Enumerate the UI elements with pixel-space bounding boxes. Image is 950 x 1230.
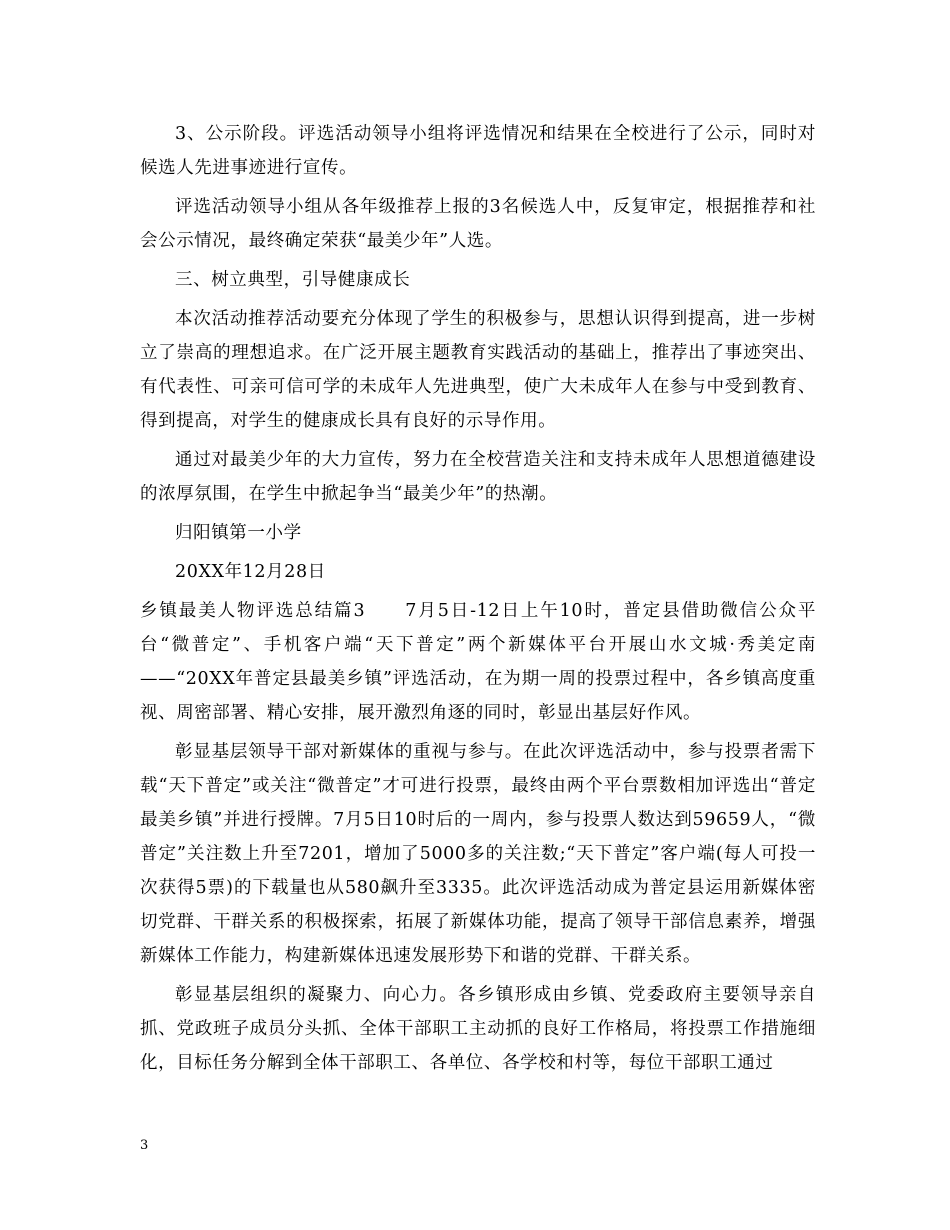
signature-school: 归阳镇第一小学 [175, 523, 302, 543]
paragraph-publicity-atmosphere: 通过对最美少年的大力宣传，努力在全校营造关注和支持未成年人思想道德建设的浓厚氛围，在学生中掀起争当“最美少年”的热潮。 [140, 450, 816, 504]
signature-date: 20XX年12月28日 [175, 562, 326, 582]
paragraph-article-3-intro: 乡镇最美人物评选总结篇3 7月5日-12日上午10时，普定县借助微信公众平台“微普定”、手机客户端“天下普定”两个新媒体平台开展山水文城·秀美定南——“20XX年普定县最美乡镇”评选活动，在为期一周的投票过程中，各乡镇高度重视、周密部署、精心安排，展开激烈角逐的同时，彰显出基层好作风。 [140, 601, 816, 723]
paragraph-candidate-review: 评选活动领导小组从各年级推荐上报的3名候选人中，反复审定，根据推荐和社会公示情况，最终确定荣获“最美少年”人选。 [140, 197, 816, 251]
page-number: 3 [140, 1138, 149, 1153]
paragraph-activity-effect: 本次活动推荐活动要充分体现了学生的积极参与，思想认识得到提高，进一步树立了崇高的理想追求。在广泛开展主题教育实践活动的基础上，推荐出了事迹突出、有代表性、可亲可信可学的未成年人先进典型，使广大未成年人在参与中受到教育、得到提高，对学生的健康成长具有良好的示导作用。 [140, 309, 816, 431]
paragraph-new-media-participation: 彰显基层领导干部对新媒体的重视与参与。在此次评选活动中，参与投票者需下载“天下普定”或关注“微普定”才可进行投票，最终由两个平台票数相加评选出“普定最美乡镇”并进行授牌。7月5日10时后的一周内，参与投票人数达到59659人，“微普定”关注数上升至7201，增加了5000多的关注数;“天下普定”客户端(每人可投一次获得5票)的下载量也从580飙升至3335。此次评选活动成为普定县运用新媒体密切党群、干群关系的积极探索，拓展了新媒体功能，提高了领导干部信息素养，增强新媒体工作能力，构建新媒体迅速发展形势下和谐的党群、干群关系。 [140, 742, 816, 966]
paragraph-organization-cohesion: 彰显基层组织的凝聚力、向心力。各乡镇形成由乡镇、党委政府主要领导亲自抓、党政班子成员分头抓、全体干部职工主动抓的良好工作格局，将投票工作措施细化，目标任务分解到全体干部职工、各单位、各学校和村等，每位干部职工通过 [140, 985, 816, 1073]
section-heading-3: 三、树立典型，引导健康成长 [175, 270, 411, 290]
document-body [140, 117, 816, 1085]
paragraph-publicity-stage: 3、公示阶段。评选活动领导小组将评选情况和结果在全校进行了公示，同时对候选人先进事迹进行宣传。 [140, 124, 816, 178]
